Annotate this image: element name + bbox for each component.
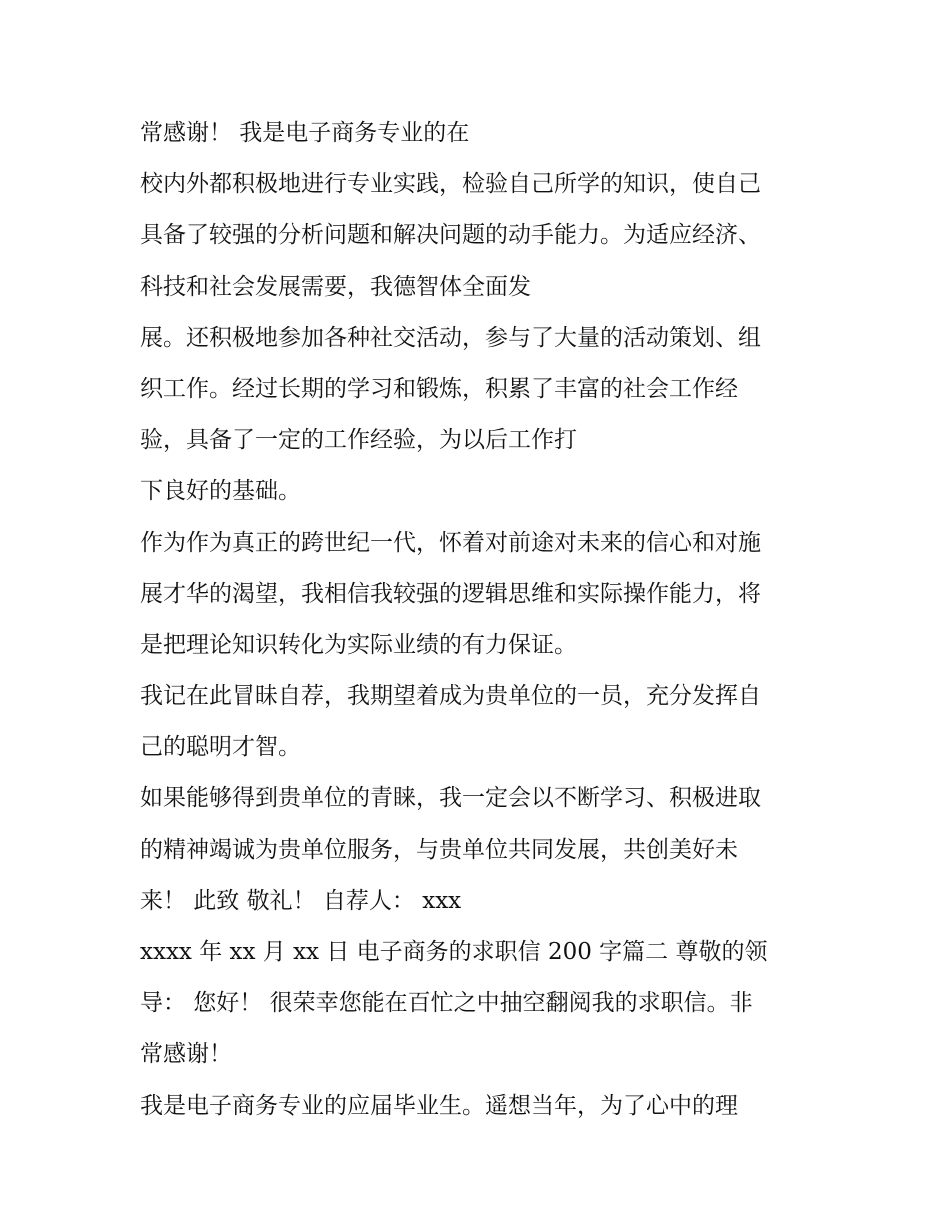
text-line: 具备了较强的分析问题和解决问题的动手能力。为适应经济、 [140, 222, 761, 249]
text-line: 作为作为真正的跨世纪一代，怀着对前途对未来的信心和对施 [140, 529, 761, 556]
text-line: 织工作。经过长期的学习和锻炼，积累了丰富的社会工作经 [140, 375, 738, 402]
text-line: xxxx 年 xx 月 xx 日 电子商务的求职信 200 字篇二 尊敬的领 [140, 939, 768, 965]
text-line: 的精神竭诚为贵单位服务，与贵单位共同发展，共创美好未 [140, 836, 738, 863]
document-body-text [140, 108, 830, 1132]
text-line: 来！ 此致 敬礼！ 自荐人： xxx [140, 887, 462, 914]
text-line: 我是电子商务专业的应届毕业生。遥想当年，为了心中的理 [140, 1092, 738, 1119]
text-line: 验，具备了一定的工作经验，为以后工作打 [140, 427, 577, 454]
text-line: 展。还积极地参加各种社交活动，参与了大量的活动策划、组 [140, 324, 761, 351]
text-line: 如果能够得到贵单位的青睐，我一定会以不断学习、积极进取 [140, 785, 761, 812]
text-line: 常感谢！ 我是电子商务专业的在 [140, 120, 470, 146]
text-line: 下良好的基础。 [140, 478, 301, 505]
text-line: 科技和社会发展需要，我德智体全面发 [140, 273, 531, 300]
text-line: 我记在此冒昧自荐，我期望着成为贵单位的一员，充分发挥自 [140, 683, 761, 710]
text-line: 展才华的渴望，我相信我较强的逻辑思维和实际操作能力，将 [140, 580, 761, 607]
text-line: 导： 您好！ 很荣幸您能在百忙之中抽空翻阅我的求职信。非 [140, 990, 753, 1017]
text-line: 校内外都积极地进行专业实践，检验自己所学的知识，使自己 [140, 171, 761, 198]
text-line: 己的聪明才智。 [140, 734, 301, 761]
text-line: 常感谢！ [140, 1041, 232, 1068]
text-line: 是把理论知识转化为实际业绩的有力保证。 [140, 631, 577, 658]
